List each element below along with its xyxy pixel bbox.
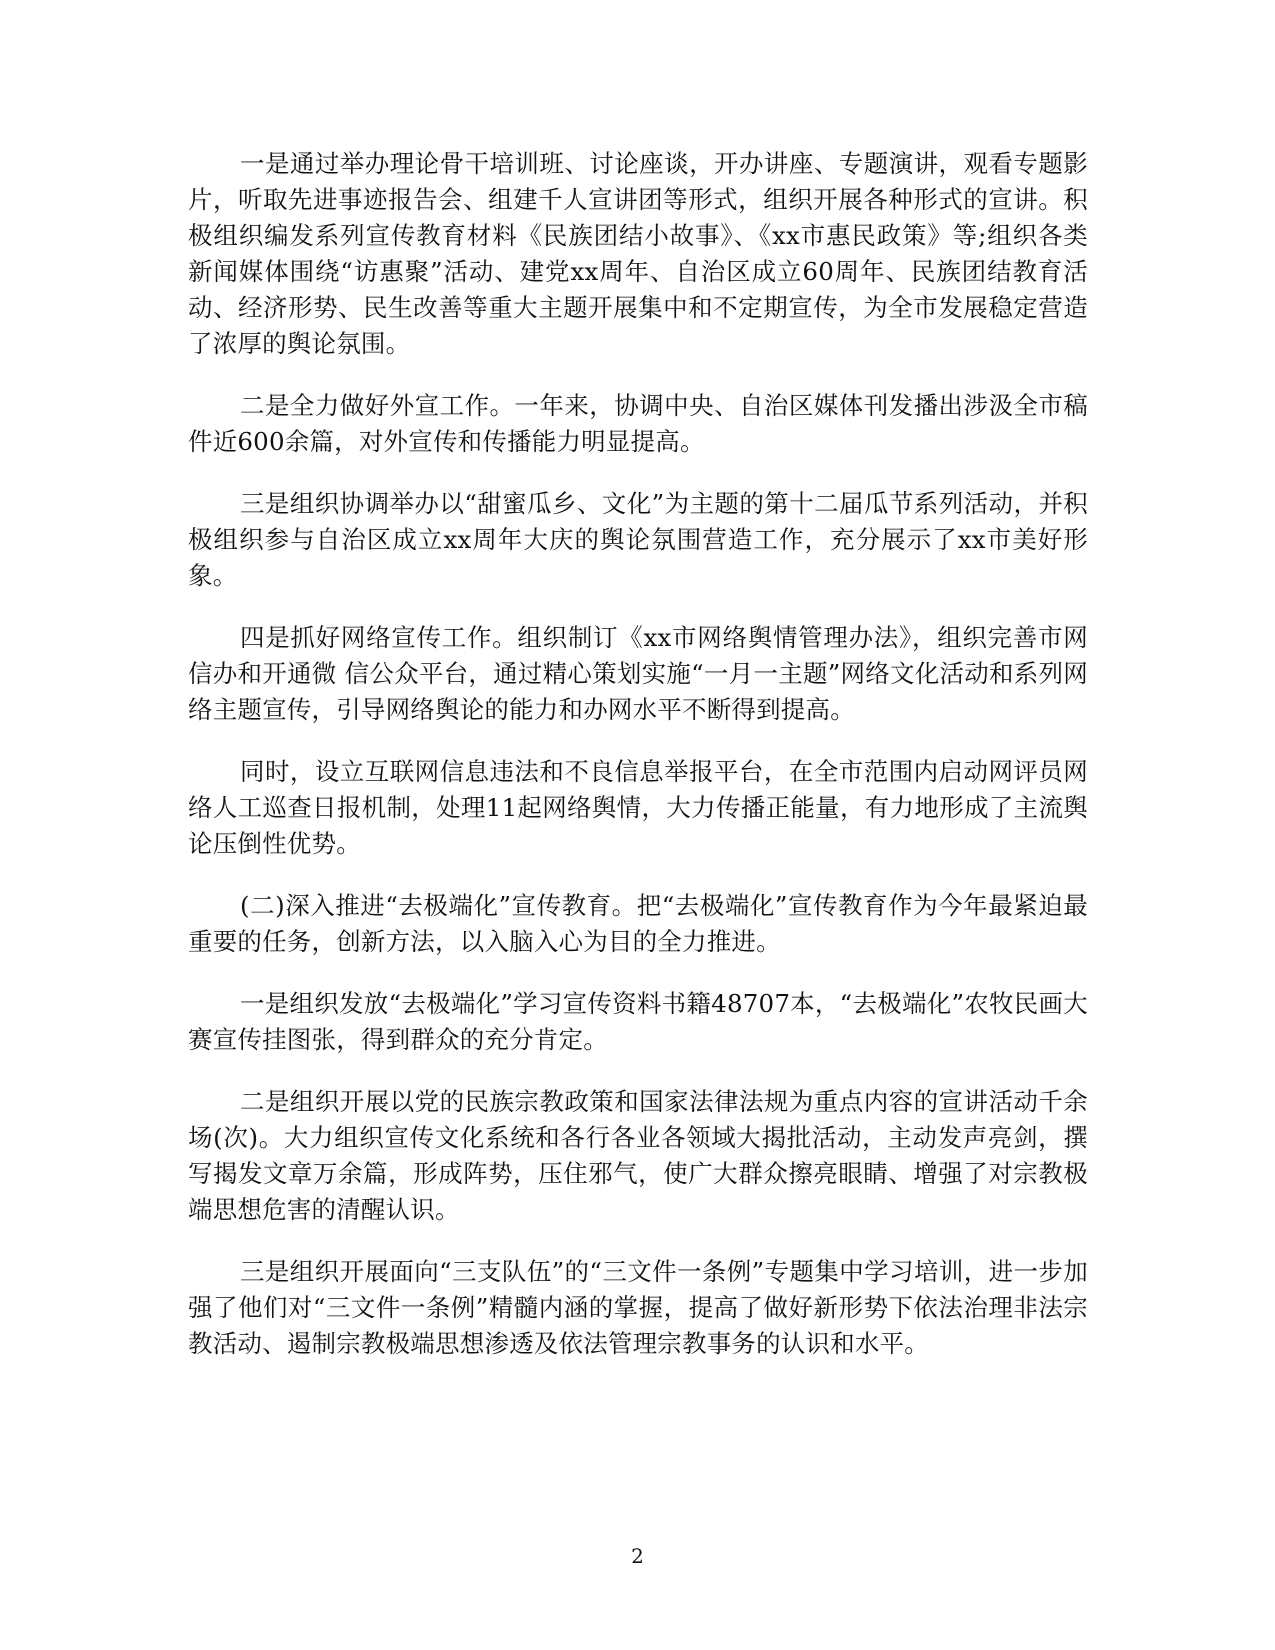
paragraph-5: 同时，设立互联网信息违法和不良信息举报平台，在全市范围内启动网评员网络人工巡查日报机制，处理11起网络舆情，大力传播正能量，有力地形成了主流舆论压倒性优势。 [188,757,1088,858]
paragraph-9: 三是组织开展面向“三支队伍”的“三文件一条例”专题集中学习培训，进一步加强了他们对“三文件一条例”精髓内涵的掌握，提高了做好新形势下依法治理非法宗教活动、遏制宗教极端思想渗透及依法管理宗教事务的认识和水平。 [188,1257,1088,1358]
paragraph-2: 二是全力做好外宣工作。一年来，协调中央、自治区媒体刊发播出涉汲全市稿件近600余篇，对外宣传和传播能力明显提高。 [188,391,1088,456]
page-number: 2 [631,1544,644,1568]
paragraph-1: 一是通过举办理论骨干培训班、讨论座谈，开办讲座、专题演讲，观看专题影片，听取先进事迹报告会、组建千人宣讲团等形式，组织开展各种形式的宣讲。积极组织编发系列宣传教育材料《民族团结小故事》、《xx市惠民政策》等;组织各类新闻媒体围绕“访惠聚”活动、建党xx周年、自治区成立60周年、民族团结教育活动、经济形势、民生改善等重大主题开展集中和不定期宣传，为全市发展稳定营造了浓厚的舆论氛围。 [188,149,1088,358]
paragraph-3: 三是组织协调举办以“甜蜜瓜乡、文化”为主题的第十二届瓜节系列活动，并积极组织参与自治区成立xx周年大庆的舆论氛围营造工作，充分展示了xx市美好形象。 [188,489,1088,590]
paragraph-7: 一是组织发放“去极端化”学习宣传资料书籍48707本，“去极端化”农牧民画大赛宣传挂图张，得到群众的充分肯定。 [188,989,1088,1054]
paragraph-6: (二)深入推进“去极端化”宣传教育。把“去极端化”宣传教育作为今年最紧迫最重要的任务，创新方法，以入脑入心为目的全力推进。 [188,891,1088,956]
document-body [188,146,1088,1388]
paragraph-4: 四是抓好网络宣传工作。组织制订《xx市网络舆情管理办法》，组织完善市网信办和开通微 信公众平台，通过精心策划实施“一月一主题”网络文化活动和系列网络主题宣传，引导网络舆论的能力和办网水平不断得到提高。 [188,623,1088,724]
paragraph-8: 二是组织开展以党的民族宗教政策和国家法律法规为重点内容的宣讲活动千余场(次)。大力组织宣传文化系统和各行各业各领域大揭批活动，主动发声亮剑，撰写揭发文章万余篇，形成阵势，压住邪气，使广大群众擦亮眼睛、增强了对宗教极端思想危害的清醒认识。 [188,1087,1088,1224]
